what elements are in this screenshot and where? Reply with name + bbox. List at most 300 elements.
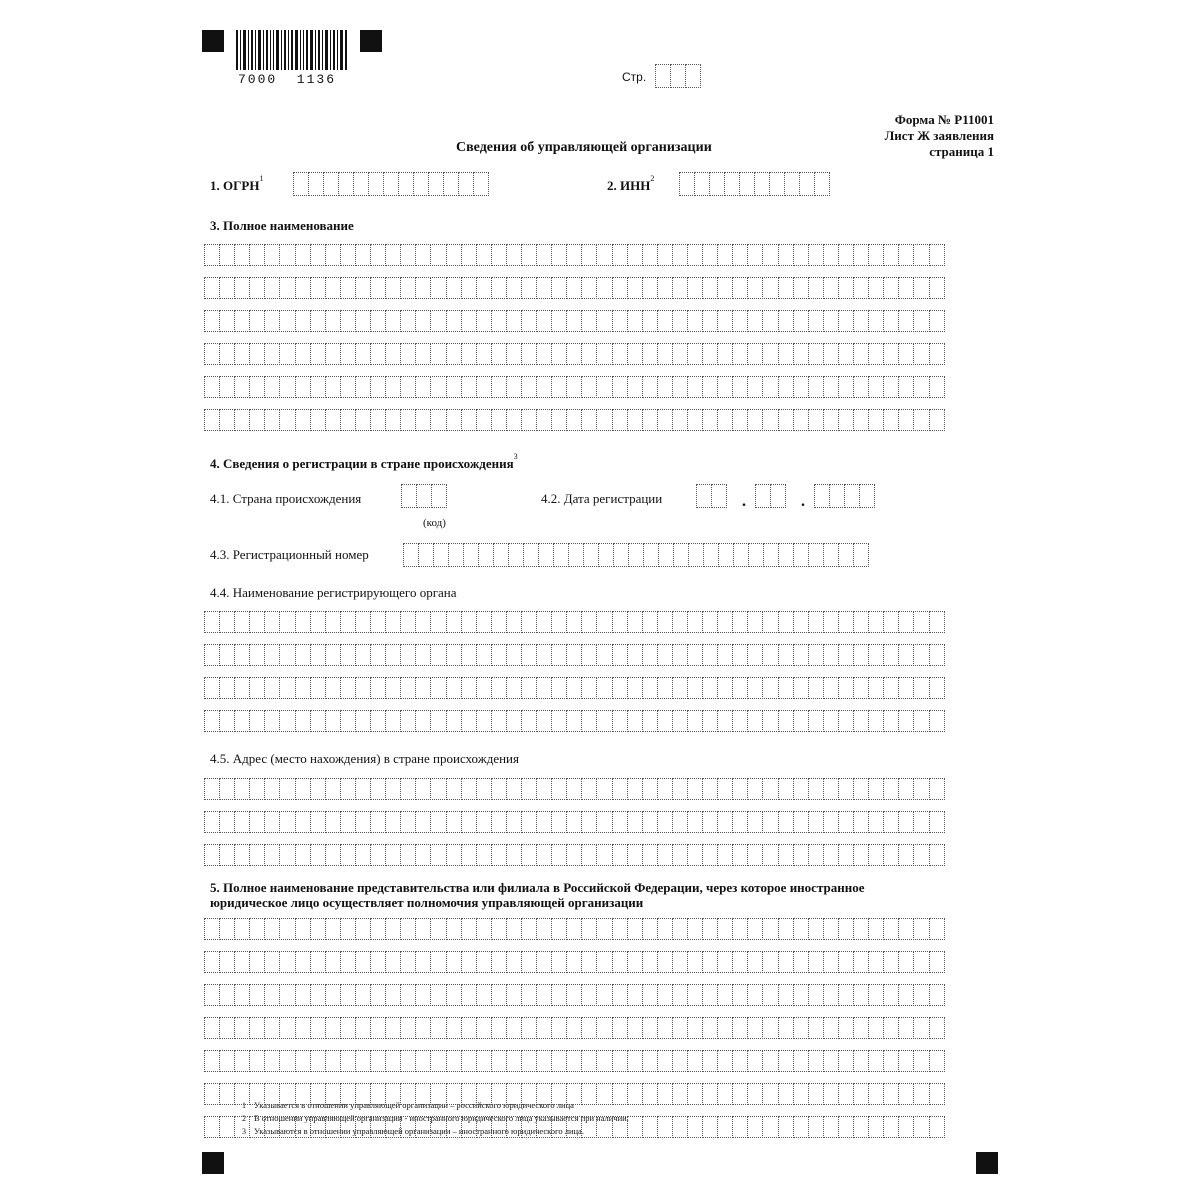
char-cell[interactable] [340, 1083, 356, 1105]
char-cell[interactable] [566, 844, 582, 866]
char-cell[interactable] [340, 951, 356, 973]
char-cell[interactable] [506, 1017, 522, 1039]
char-cell[interactable] [823, 409, 839, 431]
char-cell[interactable] [808, 710, 824, 732]
char-cell[interactable] [778, 277, 794, 299]
char-cell[interactable] [868, 811, 884, 833]
char-cell[interactable] [461, 611, 477, 633]
char-cell[interactable] [762, 343, 778, 365]
char-cell[interactable] [612, 918, 628, 940]
char-cell[interactable] [808, 310, 824, 332]
char-cell[interactable] [793, 543, 809, 567]
char-cell[interactable] [747, 310, 763, 332]
char-cell[interactable] [778, 244, 794, 266]
char-cell[interactable] [385, 778, 401, 800]
char-cell[interactable] [234, 644, 250, 666]
char-cell[interactable] [778, 844, 794, 866]
char-cell[interactable] [295, 310, 311, 332]
char-cell[interactable] [808, 1083, 824, 1105]
char-cell[interactable] [778, 918, 794, 940]
char-cell[interactable] [702, 710, 718, 732]
char-cell[interactable] [883, 376, 899, 398]
char-cell[interactable] [793, 778, 809, 800]
char-cell[interactable] [672, 1050, 688, 1072]
char-cell[interactable] [476, 844, 492, 866]
char-cell[interactable] [249, 710, 265, 732]
char-cell[interactable] [430, 918, 446, 940]
char-cell[interactable] [204, 951, 220, 973]
char-cell[interactable] [204, 376, 220, 398]
char-cell[interactable] [400, 343, 416, 365]
char-cell[interactable] [370, 244, 386, 266]
grid-row[interactable] [204, 984, 944, 1006]
char-cell[interactable] [883, 778, 899, 800]
char-cell[interactable] [325, 1050, 341, 1072]
char-cell[interactable] [642, 1116, 658, 1138]
char-cell[interactable] [370, 409, 386, 431]
char-cell[interactable] [581, 710, 597, 732]
char-cell[interactable] [762, 677, 778, 699]
char-cell[interactable] [702, 984, 718, 1006]
char-cell[interactable] [521, 778, 537, 800]
char-cell[interactable] [536, 310, 552, 332]
char-cell[interactable] [446, 277, 462, 299]
char-cell[interactable] [898, 811, 914, 833]
char-cell[interactable] [913, 811, 929, 833]
char-cell[interactable] [430, 677, 446, 699]
char-cell[interactable] [264, 710, 280, 732]
char-cell[interactable] [747, 409, 763, 431]
char-cell[interactable] [234, 611, 250, 633]
char-cell[interactable] [385, 409, 401, 431]
grid-row[interactable] [204, 343, 944, 365]
char-cell[interactable] [929, 644, 945, 666]
char-cell[interactable] [340, 984, 356, 1006]
char-cell[interactable] [370, 1017, 386, 1039]
char-cell[interactable] [310, 409, 326, 431]
char-cell[interactable] [446, 1050, 462, 1072]
char-cell[interactable] [732, 376, 748, 398]
char-cell[interactable] [778, 1116, 794, 1138]
char-cell[interactable] [859, 484, 875, 508]
char-cell[interactable] [279, 244, 295, 266]
char-cell[interactable] [385, 811, 401, 833]
char-cell[interactable] [747, 951, 763, 973]
char-cell[interactable] [747, 343, 763, 365]
char-cell[interactable] [430, 844, 446, 866]
char-cell[interactable] [868, 844, 884, 866]
char-cell[interactable] [418, 543, 434, 567]
char-cell[interactable] [506, 409, 522, 431]
char-cell[interactable] [430, 811, 446, 833]
char-cell[interactable] [370, 811, 386, 833]
char-cell[interactable] [340, 1017, 356, 1039]
char-cell[interactable] [476, 343, 492, 365]
char-cell[interactable] [808, 1017, 824, 1039]
char-cell[interactable] [717, 710, 733, 732]
char-cell[interactable] [823, 310, 839, 332]
char-cell[interactable] [853, 1017, 869, 1039]
char-cell[interactable] [657, 244, 673, 266]
char-cell[interactable] [853, 918, 869, 940]
char-cell[interactable] [748, 543, 764, 567]
country-code-cells[interactable] [401, 484, 446, 508]
char-cell[interactable] [398, 172, 414, 196]
char-cell[interactable] [868, 611, 884, 633]
char-cell[interactable] [747, 918, 763, 940]
char-cell[interactable] [702, 1116, 718, 1138]
char-cell[interactable] [446, 677, 462, 699]
char-cell[interactable] [672, 984, 688, 1006]
char-cell[interactable] [808, 844, 824, 866]
char-cell[interactable] [642, 611, 658, 633]
char-cell[interactable] [747, 677, 763, 699]
char-cell[interactable] [724, 172, 740, 196]
char-cell[interactable] [657, 277, 673, 299]
char-cell[interactable] [793, 677, 809, 699]
char-cell[interactable] [793, 710, 809, 732]
char-cell[interactable] [672, 1083, 688, 1105]
char-cell[interactable] [415, 811, 431, 833]
char-cell[interactable] [808, 644, 824, 666]
char-cell[interactable] [370, 1050, 386, 1072]
char-cell[interactable] [204, 1116, 220, 1138]
char-cell[interactable] [323, 172, 339, 196]
char-cell[interactable] [295, 376, 311, 398]
char-cell[interactable] [234, 1050, 250, 1072]
char-cell[interactable] [370, 984, 386, 1006]
char-cell[interactable] [717, 918, 733, 940]
char-cell[interactable] [400, 1017, 416, 1039]
char-cell[interactable] [627, 677, 643, 699]
char-cell[interactable] [446, 844, 462, 866]
char-cell[interactable] [778, 778, 794, 800]
char-cell[interactable] [430, 343, 446, 365]
char-cell[interactable] [491, 811, 507, 833]
char-cell[interactable] [929, 984, 945, 1006]
char-cell[interactable] [234, 409, 250, 431]
char-cell[interactable] [355, 1116, 371, 1138]
char-cell[interactable] [461, 244, 477, 266]
char-cell[interactable] [853, 1116, 869, 1138]
char-cell[interactable] [264, 611, 280, 633]
char-cell[interactable] [702, 1050, 718, 1072]
char-cell[interactable] [838, 277, 854, 299]
char-cell[interactable] [415, 1116, 431, 1138]
char-cell[interactable] [536, 343, 552, 365]
char-cell[interactable] [491, 677, 507, 699]
char-cell[interactable] [204, 343, 220, 365]
char-cell[interactable] [793, 918, 809, 940]
char-cell[interactable] [310, 244, 326, 266]
char-cell[interactable] [717, 343, 733, 365]
char-cell[interactable] [416, 484, 432, 508]
char-cell[interactable] [687, 844, 703, 866]
char-cell[interactable] [642, 844, 658, 866]
char-cell[interactable] [204, 277, 220, 299]
char-cell[interactable] [295, 1083, 311, 1105]
char-cell[interactable] [929, 1083, 945, 1105]
char-cell[interactable] [596, 277, 612, 299]
char-cell[interactable] [732, 409, 748, 431]
char-cell[interactable] [868, 778, 884, 800]
char-cell[interactable] [642, 644, 658, 666]
char-cell[interactable] [415, 951, 431, 973]
char-cell[interactable] [355, 409, 371, 431]
char-cell[interactable] [627, 376, 643, 398]
char-cell[interactable] [279, 677, 295, 699]
char-cell[interactable] [385, 310, 401, 332]
char-cell[interactable] [308, 172, 324, 196]
char-cell[interactable] [702, 277, 718, 299]
char-cell[interactable] [400, 644, 416, 666]
char-cell[interactable] [204, 244, 220, 266]
grid-row[interactable] [204, 277, 944, 299]
char-cell[interactable] [612, 310, 628, 332]
char-cell[interactable] [551, 1116, 567, 1138]
char-cell[interactable] [415, 918, 431, 940]
char-cell[interactable] [355, 677, 371, 699]
char-cell[interactable] [747, 1116, 763, 1138]
char-cell[interactable] [853, 1083, 869, 1105]
char-cell[interactable] [747, 984, 763, 1006]
char-cell[interactable] [325, 677, 341, 699]
char-cell[interactable] [853, 409, 869, 431]
char-cell[interactable] [279, 710, 295, 732]
char-cell[interactable] [249, 1050, 265, 1072]
char-cell[interactable] [694, 172, 710, 196]
char-cell[interactable] [551, 811, 567, 833]
char-cell[interactable] [551, 644, 567, 666]
char-cell[interactable] [793, 244, 809, 266]
char-cell[interactable] [415, 778, 431, 800]
char-cell[interactable] [340, 611, 356, 633]
char-cell[interactable] [355, 1050, 371, 1072]
char-cell[interactable] [295, 951, 311, 973]
char-cell[interactable] [747, 1050, 763, 1072]
char-cell[interactable] [778, 543, 794, 567]
char-cell[interactable] [461, 343, 477, 365]
char-cell[interactable] [521, 918, 537, 940]
char-cell[interactable] [913, 844, 929, 866]
char-cell[interactable] [793, 376, 809, 398]
char-cell[interactable] [400, 376, 416, 398]
char-cell[interactable] [732, 644, 748, 666]
char-cell[interactable] [400, 1050, 416, 1072]
char-cell[interactable] [913, 277, 929, 299]
char-cell[interactable] [491, 710, 507, 732]
char-cell[interactable] [596, 644, 612, 666]
char-cell[interactable] [491, 984, 507, 1006]
char-cell[interactable] [536, 1116, 552, 1138]
char-cell[interactable] [204, 710, 220, 732]
char-cell[interactable] [793, 644, 809, 666]
char-cell[interactable] [929, 376, 945, 398]
char-cell[interactable] [762, 1083, 778, 1105]
char-cell[interactable] [702, 244, 718, 266]
char-cell[interactable] [642, 951, 658, 973]
char-cell[interactable] [279, 343, 295, 365]
char-cell[interactable] [581, 918, 597, 940]
char-cell[interactable] [687, 310, 703, 332]
char-cell[interactable] [476, 644, 492, 666]
char-cell[interactable] [687, 951, 703, 973]
char-cell[interactable] [898, 611, 914, 633]
char-cell[interactable] [385, 244, 401, 266]
char-cell[interactable] [400, 1083, 416, 1105]
char-cell[interactable] [581, 343, 597, 365]
char-cell[interactable] [732, 918, 748, 940]
char-cell[interactable] [868, 951, 884, 973]
char-cell[interactable] [461, 376, 477, 398]
char-cell[interactable] [853, 984, 869, 1006]
char-cell[interactable] [536, 951, 552, 973]
char-cell[interactable] [415, 644, 431, 666]
char-cell[interactable] [461, 1017, 477, 1039]
char-cell[interactable] [506, 918, 522, 940]
char-cell[interactable] [581, 778, 597, 800]
char-cell[interactable] [612, 1116, 628, 1138]
char-cell[interactable] [642, 1083, 658, 1105]
char-cell[interactable] [838, 644, 854, 666]
char-cell[interactable] [461, 644, 477, 666]
char-cell[interactable] [581, 409, 597, 431]
char-cell[interactable] [717, 1116, 733, 1138]
char-cell[interactable] [838, 611, 854, 633]
char-cell[interactable] [566, 677, 582, 699]
char-cell[interactable] [883, 951, 899, 973]
char-cell[interactable] [612, 811, 628, 833]
char-cell[interactable] [325, 710, 341, 732]
char-cell[interactable] [596, 951, 612, 973]
char-cell[interactable] [657, 1050, 673, 1072]
char-cell[interactable] [929, 343, 945, 365]
char-cell[interactable] [670, 64, 686, 88]
char-cell[interactable] [340, 244, 356, 266]
char-cell[interactable] [657, 611, 673, 633]
char-cell[interactable] [566, 611, 582, 633]
char-cell[interactable] [596, 1116, 612, 1138]
char-cell[interactable] [883, 1116, 899, 1138]
char-cell[interactable] [612, 611, 628, 633]
char-cell[interactable] [461, 811, 477, 833]
char-cell[interactable] [566, 343, 582, 365]
char-cell[interactable] [491, 310, 507, 332]
char-cell[interactable] [506, 984, 522, 1006]
char-cell[interactable] [204, 984, 220, 1006]
char-cell[interactable] [732, 778, 748, 800]
char-cell[interactable] [808, 277, 824, 299]
char-cell[interactable] [340, 710, 356, 732]
char-cell[interactable] [747, 376, 763, 398]
char-cell[interactable] [913, 1017, 929, 1039]
char-cell[interactable] [385, 343, 401, 365]
char-cell[interactable] [476, 611, 492, 633]
char-cell[interactable] [551, 677, 567, 699]
char-cell[interactable] [913, 710, 929, 732]
char-cell[interactable] [234, 1017, 250, 1039]
char-cell[interactable] [898, 984, 914, 1006]
char-cell[interactable] [430, 376, 446, 398]
char-cell[interactable] [747, 710, 763, 732]
char-cell[interactable] [355, 1017, 371, 1039]
char-cell[interactable] [747, 277, 763, 299]
char-cell[interactable] [581, 611, 597, 633]
char-cell[interactable] [293, 172, 309, 196]
char-cell[interactable] [310, 376, 326, 398]
char-cell[interactable] [338, 172, 354, 196]
char-cell[interactable] [355, 277, 371, 299]
char-cell[interactable] [612, 984, 628, 1006]
char-cell[interactable] [310, 710, 326, 732]
char-cell[interactable] [581, 376, 597, 398]
char-cell[interactable] [279, 1050, 295, 1072]
char-cell[interactable] [310, 1116, 326, 1138]
char-cell[interactable] [868, 1050, 884, 1072]
char-cell[interactable] [581, 277, 597, 299]
char-cell[interactable] [838, 778, 854, 800]
char-cell[interactable] [717, 984, 733, 1006]
char-cell[interactable] [551, 343, 567, 365]
grid-row[interactable] [204, 644, 944, 666]
char-cell[interactable] [295, 409, 311, 431]
char-cell[interactable] [521, 984, 537, 1006]
char-cell[interactable] [249, 677, 265, 699]
char-cell[interactable] [536, 244, 552, 266]
char-cell[interactable] [566, 1116, 582, 1138]
char-cell[interactable] [581, 1083, 597, 1105]
char-cell[interactable] [762, 918, 778, 940]
char-cell[interactable] [325, 1116, 341, 1138]
char-cell[interactable] [310, 811, 326, 833]
char-cell[interactable] [642, 1050, 658, 1072]
char-cell[interactable] [687, 1050, 703, 1072]
char-cell[interactable] [400, 244, 416, 266]
char-cell[interactable] [808, 918, 824, 940]
char-cell[interactable] [793, 409, 809, 431]
char-cell[interactable] [672, 710, 688, 732]
char-cell[interactable] [581, 644, 597, 666]
char-cell[interactable] [310, 844, 326, 866]
char-cell[interactable] [642, 918, 658, 940]
char-cell[interactable] [793, 1050, 809, 1072]
char-cell[interactable] [687, 409, 703, 431]
char-cell[interactable] [295, 1116, 311, 1138]
char-cell[interactable] [687, 1017, 703, 1039]
char-cell[interactable] [814, 172, 830, 196]
char-cell[interactable] [762, 611, 778, 633]
char-cell[interactable] [461, 1083, 477, 1105]
char-cell[interactable] [204, 677, 220, 699]
char-cell[interactable] [883, 1017, 899, 1039]
char-cell[interactable] [295, 677, 311, 699]
char-cell[interactable] [430, 277, 446, 299]
char-cell[interactable] [234, 1083, 250, 1105]
char-cell[interactable] [642, 984, 658, 1006]
char-cell[interactable] [264, 409, 280, 431]
char-cell[interactable] [355, 343, 371, 365]
char-cell[interactable] [551, 1017, 567, 1039]
char-cell[interactable] [355, 1083, 371, 1105]
char-cell[interactable] [264, 844, 280, 866]
char-cell[interactable] [793, 343, 809, 365]
char-cell[interactable] [687, 677, 703, 699]
char-cell[interactable] [612, 710, 628, 732]
char-cell[interactable] [829, 484, 845, 508]
char-cell[interactable] [295, 611, 311, 633]
char-cell[interactable] [642, 677, 658, 699]
char-cell[interactable] [506, 277, 522, 299]
